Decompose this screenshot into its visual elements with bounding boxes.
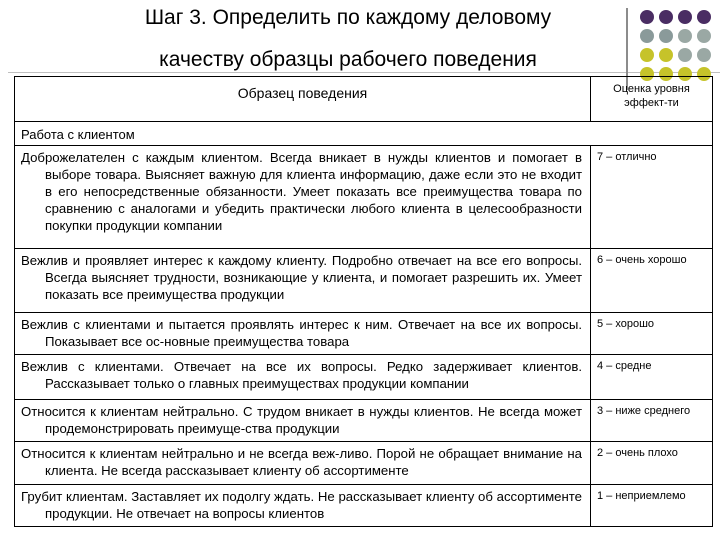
row-description: Вежлив с клиентами и пытается проявлять интерес к ним. Отвечает на все их вопросы. Показывает все ос-новные преимущества товара xyxy=(21,317,582,349)
row-description: Относится к клиентам нейтрально и не всегда веж-ливо. Порой не обращает внимание на клиента. Не всегда рассказывает клиенту об ассортименте xyxy=(21,446,582,478)
row-description: Вежлив и проявляет интерес к каждому клиенту. Подробно отвечает на все его вопросы. Всегда выясняет трудности, возникающие у клиента, и помогает разрешить их. Умеет показать все преимущества продукции xyxy=(21,253,582,302)
decor-dot xyxy=(697,29,711,43)
decor-dot xyxy=(659,48,673,62)
decor-dot xyxy=(640,10,654,24)
table-row xyxy=(15,400,713,442)
row-description: Грубит клиентам. Заставляет их подолгу ждать. Не рассказывает клиенту об ассортименте продукции. Не отвечает на вопросы клиентов xyxy=(21,489,582,521)
table-row xyxy=(15,249,713,313)
table-row xyxy=(15,442,713,485)
table-row xyxy=(15,485,713,527)
decor-dot xyxy=(659,29,673,43)
decor-dot xyxy=(640,48,654,62)
section-row xyxy=(15,122,713,146)
row-score: 4 – средне xyxy=(591,355,713,400)
header-behavior: Образец поведения xyxy=(15,77,591,122)
decor-dot xyxy=(659,10,673,24)
behavior-table xyxy=(14,76,713,527)
table-row xyxy=(15,313,713,355)
row-description: Доброжелателен с каждым клиентом. Всегда вникает в нужды клиентов и помогает в выборе товара. Выясняет важную для клиента информацию, даже если это не входит в его непосредственные обязанности. Умеет показать все преимущества товара по сравнению с аналогами и убедить практически любого клиента в целесообразности покупки продукции компании xyxy=(21,150,582,233)
decor-dot xyxy=(678,10,692,24)
row-score: 6 – очень хорошо xyxy=(591,249,713,313)
row-description: Вежлив с клиентами. Отвечает на все их вопросы. Редко задерживает клиентов. Рассказывает только о главных преимуществах продукции компании xyxy=(21,359,582,391)
row-score: 2 – очень плохо xyxy=(591,442,713,485)
table-row xyxy=(15,146,713,249)
row-score: 7 – отлично xyxy=(591,146,713,249)
decor-dot xyxy=(697,48,711,62)
section-label: Работа с клиентом xyxy=(15,122,713,146)
decor-dot xyxy=(678,48,692,62)
slide-title-line-1: Шаг 3. Определить по каждому деловому xyxy=(144,6,552,29)
title-divider xyxy=(8,72,720,73)
decor-dot xyxy=(678,29,692,43)
row-score: 5 – хорошо xyxy=(591,313,713,355)
header-score: Оценка уровня эффект-ти xyxy=(591,77,713,122)
decor-dot xyxy=(697,10,711,24)
table-row xyxy=(15,355,713,400)
slide-title-line-2: качеству образцы рабочего поведения xyxy=(159,48,537,71)
row-score: 3 – ниже среднего xyxy=(591,400,713,442)
decor-dot xyxy=(640,29,654,43)
row-description: Относится к клиентам нейтрально. С трудом вникает в нужды клиентов. Не всегда может продемонстрировать преимуще-ства продукции xyxy=(21,404,582,436)
table-header-row xyxy=(15,77,713,122)
row-score: 1 – неприемлемо xyxy=(591,485,713,527)
